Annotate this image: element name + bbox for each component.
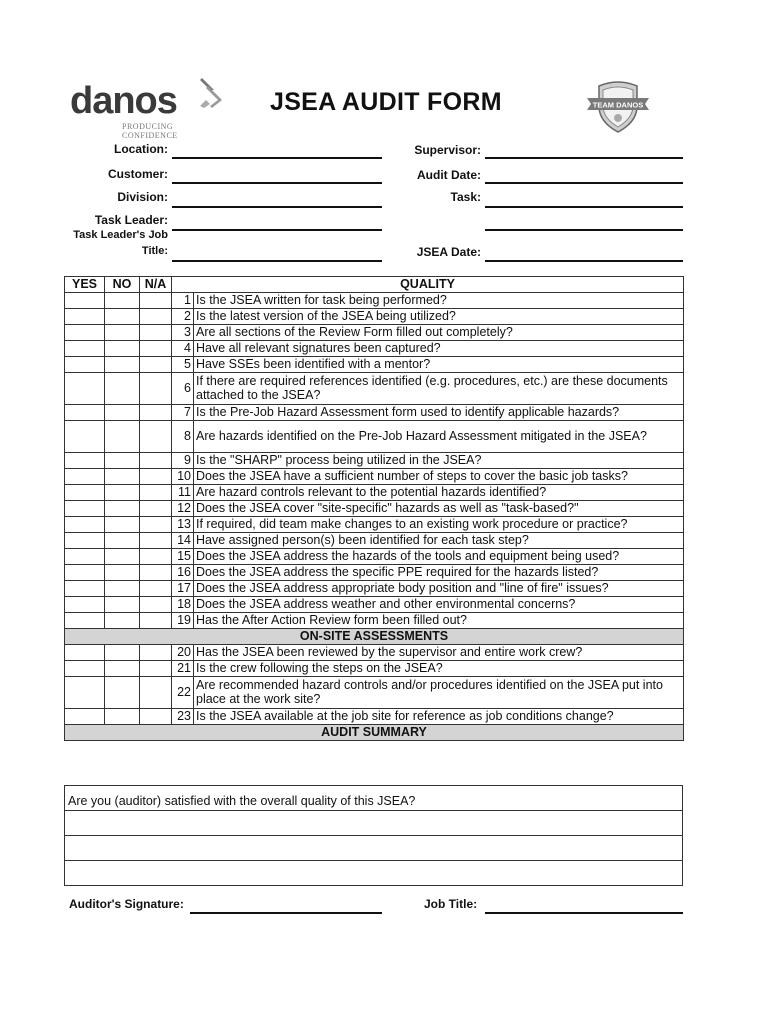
yes-checkbox-cell[interactable] bbox=[65, 372, 105, 404]
na-checkbox-cell[interactable] bbox=[140, 644, 172, 660]
na-checkbox-cell[interactable] bbox=[140, 356, 172, 372]
yes-checkbox-cell[interactable] bbox=[65, 468, 105, 484]
table-row bbox=[65, 292, 684, 308]
item-number: 8 bbox=[172, 420, 194, 452]
no-checkbox-cell[interactable] bbox=[105, 644, 140, 660]
audit-summary-box bbox=[64, 785, 683, 886]
yes-checkbox-cell[interactable] bbox=[65, 532, 105, 548]
item-question: Is the JSEA available at the job site for reference as job conditions change? bbox=[194, 708, 684, 724]
table-row bbox=[65, 500, 684, 516]
item-number: 5 bbox=[172, 356, 194, 372]
job-title-label: Job Title: bbox=[424, 897, 478, 911]
table-row bbox=[65, 308, 684, 324]
no-checkbox-cell[interactable] bbox=[105, 404, 140, 420]
item-number: 18 bbox=[172, 596, 194, 612]
audit-date-label: Audit Date: bbox=[417, 168, 481, 182]
supervisor-field[interactable] bbox=[485, 157, 683, 159]
audit-summary-section-header: AUDIT SUMMARY bbox=[65, 724, 684, 740]
task-leader-job-title-field[interactable] bbox=[172, 260, 382, 262]
page-title: JSEA AUDIT FORM bbox=[270, 88, 502, 116]
item-number: 12 bbox=[172, 500, 194, 516]
item-number: 19 bbox=[172, 612, 194, 628]
table-row bbox=[65, 596, 684, 612]
table-row bbox=[65, 452, 684, 468]
na-checkbox-cell[interactable] bbox=[140, 564, 172, 580]
item-number: 10 bbox=[172, 468, 194, 484]
item-question: Are hazards identified on the Pre-Job Hazard Assessment mitigated in the JSEA? bbox=[194, 420, 684, 452]
na-checkbox-cell[interactable] bbox=[140, 292, 172, 308]
item-number: 13 bbox=[172, 516, 194, 532]
no-checkbox-cell[interactable] bbox=[105, 500, 140, 516]
item-question: Are recommended hazard controls and/or procedures identified on the JSEA put into place at the work site? bbox=[194, 676, 684, 708]
no-checkbox-cell[interactable] bbox=[105, 340, 140, 356]
table-row bbox=[65, 468, 684, 484]
item-number: 2 bbox=[172, 308, 194, 324]
yes-checkbox-cell[interactable] bbox=[65, 356, 105, 372]
table-row bbox=[65, 564, 684, 580]
auditor-signature-label: Auditor's Signature: bbox=[69, 897, 184, 911]
item-question: Does the JSEA cover "site-specific" hazards as well as "task-based?" bbox=[194, 500, 684, 516]
item-question: Does the JSEA address weather and other environmental concerns? bbox=[194, 596, 684, 612]
location-field[interactable] bbox=[172, 157, 382, 159]
na-checkbox-cell[interactable] bbox=[140, 676, 172, 708]
yes-checkbox-cell[interactable] bbox=[65, 564, 105, 580]
item-question: Are all sections of the Review Form filled out completely? bbox=[194, 324, 684, 340]
logo-tagline: PRODUCING CONFIDENCE bbox=[122, 122, 178, 140]
item-number: 3 bbox=[172, 324, 194, 340]
item-number: 14 bbox=[172, 532, 194, 548]
item-question: Does the JSEA address the hazards of the tools and equipment being used? bbox=[194, 548, 684, 564]
task-field-line2[interactable] bbox=[485, 229, 683, 231]
onsite-assessments-section-header: ON-SITE ASSESSMENTS bbox=[65, 628, 684, 644]
customer-field[interactable] bbox=[172, 182, 382, 184]
na-checkbox-cell[interactable] bbox=[140, 548, 172, 564]
yes-checkbox-cell[interactable] bbox=[65, 612, 105, 628]
na-checkbox-cell[interactable] bbox=[140, 612, 172, 628]
no-checkbox-cell[interactable] bbox=[105, 612, 140, 628]
na-column-header: N/A bbox=[140, 277, 172, 293]
yes-checkbox-cell[interactable] bbox=[65, 452, 105, 468]
na-checkbox-cell[interactable] bbox=[140, 580, 172, 596]
audit-checklist-table bbox=[64, 276, 684, 741]
item-question: Have all relevant signatures been captured? bbox=[194, 340, 684, 356]
na-checkbox-cell[interactable] bbox=[140, 660, 172, 676]
yes-checkbox-cell[interactable] bbox=[65, 644, 105, 660]
na-checkbox-cell[interactable] bbox=[140, 468, 172, 484]
audit-summary-section-row bbox=[65, 724, 684, 740]
svg-text:TEAM DANOS: TEAM DANOS bbox=[592, 100, 644, 110]
na-checkbox-cell[interactable] bbox=[140, 308, 172, 324]
item-number: 21 bbox=[172, 660, 194, 676]
table-row bbox=[65, 372, 684, 404]
no-checkbox-cell[interactable] bbox=[105, 516, 140, 532]
table-row bbox=[65, 580, 684, 596]
task-leader-field[interactable] bbox=[172, 229, 382, 231]
yes-checkbox-cell[interactable] bbox=[65, 676, 105, 708]
auditor-signature-field[interactable] bbox=[190, 912, 382, 914]
item-question: Is the crew following the steps on the JSEA? bbox=[194, 660, 684, 676]
item-question: Does the JSEA have a sufficient number of steps to cover the basic job tasks? bbox=[194, 468, 684, 484]
jsea-date-field[interactable] bbox=[485, 260, 683, 262]
item-question: Does the JSEA address the specific PPE required for the hazards listed? bbox=[194, 564, 684, 580]
task-field[interactable] bbox=[485, 206, 683, 208]
item-number: 4 bbox=[172, 340, 194, 356]
table-row bbox=[65, 356, 684, 372]
item-question: Has the JSEA been reviewed by the supervisor and entire work crew? bbox=[194, 644, 684, 660]
item-question: Is the "SHARP" process being utilized in the JSEA? bbox=[194, 452, 684, 468]
table-row bbox=[65, 340, 684, 356]
na-checkbox-cell[interactable] bbox=[140, 516, 172, 532]
item-question: Does the JSEA address appropriate body position and "line of fire" issues? bbox=[194, 580, 684, 596]
no-checkbox-cell[interactable] bbox=[105, 372, 140, 404]
item-number: 16 bbox=[172, 564, 194, 580]
na-checkbox-cell[interactable] bbox=[140, 596, 172, 612]
yes-checkbox-cell[interactable] bbox=[65, 308, 105, 324]
job-title-field[interactable] bbox=[485, 912, 683, 914]
summary-line-2[interactable] bbox=[65, 810, 682, 836]
item-number: 15 bbox=[172, 548, 194, 564]
no-checkbox-cell[interactable] bbox=[105, 468, 140, 484]
summary-line-1[interactable] bbox=[65, 786, 682, 811]
yes-column-header: YES bbox=[65, 277, 105, 293]
item-number: 17 bbox=[172, 580, 194, 596]
na-checkbox-cell[interactable] bbox=[140, 500, 172, 516]
item-question: Is the latest version of the JSEA being utilized? bbox=[194, 308, 684, 324]
table-row bbox=[65, 324, 684, 340]
yes-checkbox-cell[interactable] bbox=[65, 660, 105, 676]
table-row bbox=[65, 708, 684, 724]
table-row bbox=[65, 676, 684, 708]
na-checkbox-cell[interactable] bbox=[140, 340, 172, 356]
no-checkbox-cell[interactable] bbox=[105, 324, 140, 340]
item-number: 20 bbox=[172, 644, 194, 660]
table-row bbox=[65, 548, 684, 564]
yes-checkbox-cell[interactable] bbox=[65, 340, 105, 356]
no-checkbox-cell[interactable] bbox=[105, 356, 140, 372]
no-checkbox-cell[interactable] bbox=[105, 564, 140, 580]
division-label: Division: bbox=[117, 190, 168, 204]
no-checkbox-cell[interactable] bbox=[105, 452, 140, 468]
na-checkbox-cell[interactable] bbox=[140, 452, 172, 468]
no-checkbox-cell[interactable] bbox=[105, 676, 140, 708]
no-checkbox-cell[interactable] bbox=[105, 580, 140, 596]
no-checkbox-cell[interactable] bbox=[105, 532, 140, 548]
audit-date-field[interactable] bbox=[485, 182, 683, 184]
na-checkbox-cell[interactable] bbox=[140, 372, 172, 404]
yes-checkbox-cell[interactable] bbox=[65, 596, 105, 612]
na-checkbox-cell[interactable] bbox=[140, 484, 172, 500]
yes-checkbox-cell[interactable] bbox=[65, 324, 105, 340]
item-question: Are hazard controls relevant to the potential hazards identified? bbox=[194, 484, 684, 500]
logo-text: danos bbox=[70, 80, 177, 122]
yes-checkbox-cell[interactable] bbox=[65, 500, 105, 516]
item-question: Has the After Action Review form been filled out? bbox=[194, 612, 684, 628]
no-checkbox-cell[interactable] bbox=[105, 308, 140, 324]
no-checkbox-cell[interactable] bbox=[105, 660, 140, 676]
item-number: 1 bbox=[172, 292, 194, 308]
item-number: 7 bbox=[172, 404, 194, 420]
table-row bbox=[65, 484, 684, 500]
no-checkbox-cell[interactable] bbox=[105, 548, 140, 564]
item-question: Is the JSEA written for task being performed? bbox=[194, 292, 684, 308]
yes-checkbox-cell[interactable] bbox=[65, 708, 105, 724]
item-question: If there are required references identified (e.g. procedures, etc.) are these documents attached to the JSEA? bbox=[194, 372, 684, 404]
yes-checkbox-cell[interactable] bbox=[65, 516, 105, 532]
task-leader-job-title-label-line1: Task Leader's Job bbox=[73, 229, 168, 241]
item-number: 6 bbox=[172, 372, 194, 404]
task-leader-job-title-label-line2: Title: bbox=[141, 245, 168, 257]
yes-checkbox-cell[interactable] bbox=[65, 292, 105, 308]
table-row bbox=[65, 420, 684, 452]
yes-checkbox-cell[interactable] bbox=[65, 404, 105, 420]
na-checkbox-cell[interactable] bbox=[140, 324, 172, 340]
no-checkbox-cell[interactable] bbox=[105, 292, 140, 308]
jsea-date-label: JSEA Date: bbox=[416, 245, 481, 259]
customer-label: Customer: bbox=[107, 167, 168, 181]
item-number: 22 bbox=[172, 676, 194, 708]
logo-arrow-icon bbox=[200, 78, 224, 108]
item-question: If required, did team make changes to an existing work procedure or practice? bbox=[194, 516, 684, 532]
supervisor-label: Supervisor: bbox=[414, 143, 481, 157]
quality-section-header: QUALITY bbox=[172, 277, 684, 293]
item-question: Have SSEs been identified with a mentor? bbox=[194, 356, 684, 372]
table-header-row bbox=[65, 277, 684, 293]
yes-checkbox-cell[interactable] bbox=[65, 420, 105, 452]
danos-logo bbox=[70, 78, 230, 140]
summary-question: Are you (auditor) satisfied with the overall quality of this JSEA? bbox=[68, 794, 416, 808]
na-checkbox-cell[interactable] bbox=[140, 404, 172, 420]
table-row bbox=[65, 532, 684, 548]
no-checkbox-cell[interactable] bbox=[105, 596, 140, 612]
table-row bbox=[65, 660, 684, 676]
item-question: Is the Pre-Job Hazard Assessment form used to identify applicable hazards? bbox=[194, 404, 684, 420]
item-question: Have assigned person(s) been identified for each task step? bbox=[194, 532, 684, 548]
onsite-assessments-section-row bbox=[65, 628, 684, 644]
yes-checkbox-cell[interactable] bbox=[65, 548, 105, 564]
item-number: 23 bbox=[172, 708, 194, 724]
division-field[interactable] bbox=[172, 206, 382, 208]
task-leader-label: Task Leader: bbox=[94, 213, 168, 227]
na-checkbox-cell[interactable] bbox=[140, 708, 172, 724]
summary-line-3[interactable] bbox=[65, 835, 682, 861]
no-checkbox-cell[interactable] bbox=[105, 708, 140, 724]
location-label: Location: bbox=[114, 142, 168, 156]
no-column-header: NO bbox=[105, 277, 140, 293]
item-number: 9 bbox=[172, 452, 194, 468]
table-row bbox=[65, 404, 684, 420]
na-checkbox-cell[interactable] bbox=[140, 420, 172, 452]
no-checkbox-cell[interactable] bbox=[105, 484, 140, 500]
na-checkbox-cell[interactable] bbox=[140, 532, 172, 548]
item-number: 11 bbox=[172, 484, 194, 500]
task-label: Task: bbox=[450, 190, 481, 204]
table-row bbox=[65, 644, 684, 660]
team-danos-badge-icon bbox=[585, 80, 651, 134]
table-row bbox=[65, 516, 684, 532]
yes-checkbox-cell[interactable] bbox=[65, 484, 105, 500]
no-checkbox-cell[interactable] bbox=[105, 420, 140, 452]
table-row bbox=[65, 612, 684, 628]
yes-checkbox-cell[interactable] bbox=[65, 580, 105, 596]
